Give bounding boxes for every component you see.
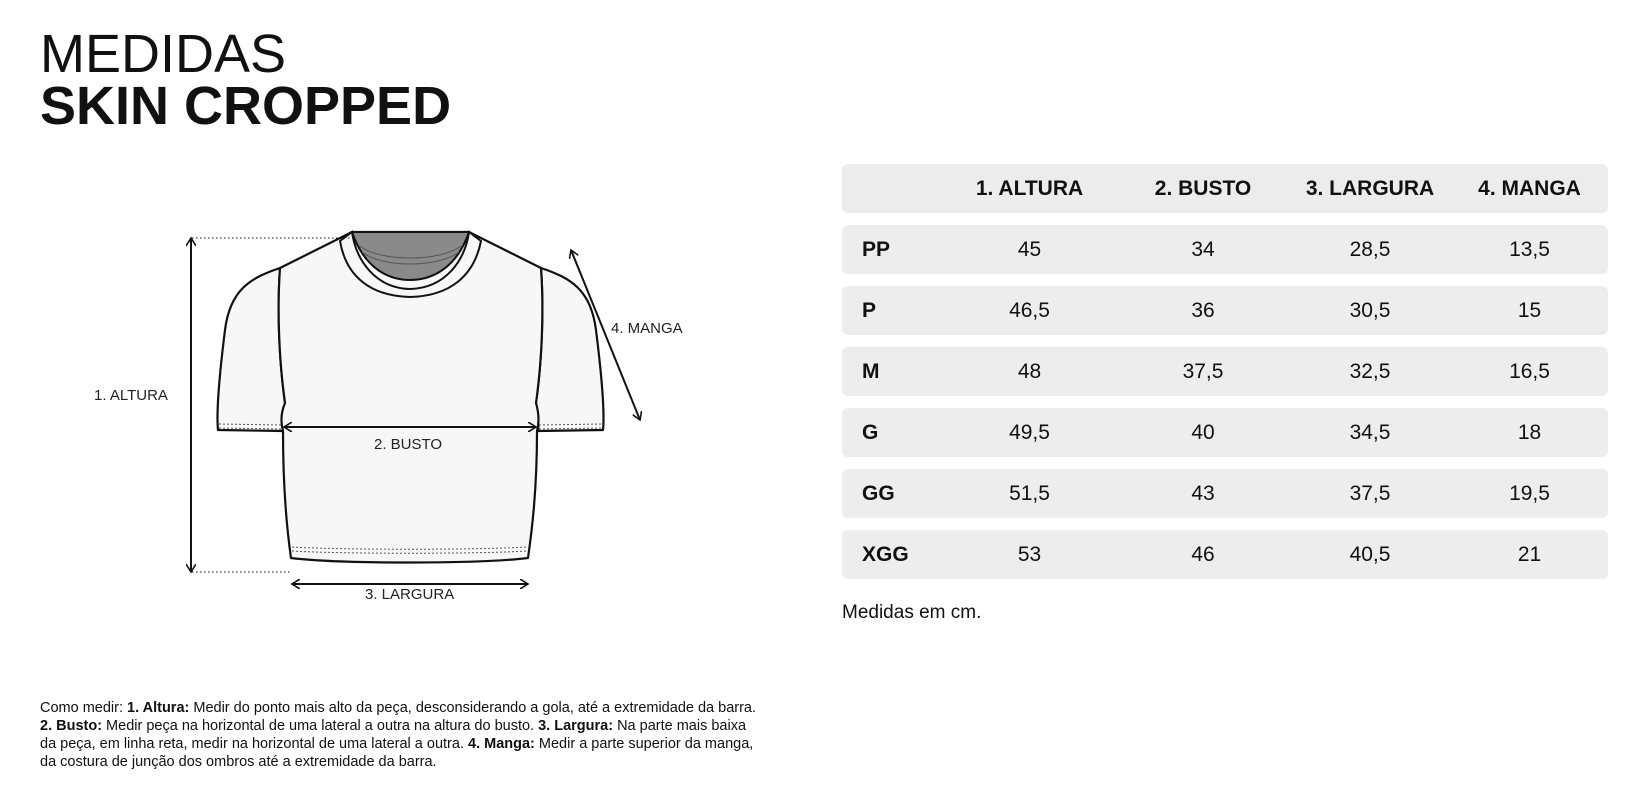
measurement-diagram xyxy=(0,210,800,630)
units-note: Medidas em cm. xyxy=(842,602,982,623)
header-cell-manga: 4. MANGA xyxy=(1478,176,1581,200)
manga-cell: 18 xyxy=(1517,420,1542,444)
howto-altura-label: 1. Altura: xyxy=(127,700,190,716)
howto-busto-label: 2. Busto: xyxy=(40,718,103,734)
altura-cell: 46,5 xyxy=(1009,298,1050,322)
right-sleeve-shape xyxy=(536,268,604,431)
busto-cell: 37,5 xyxy=(1182,359,1224,383)
howto-busto-text: Medir peça na horizontal de uma lateral a outra na altura do busto. xyxy=(102,718,539,734)
table-row xyxy=(842,469,1608,518)
altura-cell: 49,5 xyxy=(1009,420,1050,444)
manga-cell: 16,5 xyxy=(1509,359,1550,383)
title-line-1: MEDIDAS xyxy=(40,24,287,84)
largura-cell: 34,5 xyxy=(1349,420,1391,444)
altura-cell: 48 xyxy=(1017,359,1042,383)
size-cell: P xyxy=(862,298,877,322)
table-row xyxy=(842,530,1608,579)
how-to-measure xyxy=(40,699,760,771)
largura-cell: 40,5 xyxy=(1349,542,1391,566)
altura-cell: 51,5 xyxy=(1009,481,1050,505)
altura-cell: 53 xyxy=(1017,542,1042,566)
header-cell-busto: 2. BUSTO xyxy=(1154,176,1252,200)
tshirt-illustration xyxy=(0,210,800,630)
largura-label: 3. LARGURA xyxy=(365,586,455,603)
busto-cell: 46 xyxy=(1191,542,1215,566)
size-cell: G xyxy=(862,420,879,444)
table-row xyxy=(842,347,1608,396)
howto-altura-text: Medir do ponto mais alto da peça, desconsiderando a gola, até a extremidade da barra. xyxy=(189,700,757,716)
largura-cell: 37,5 xyxy=(1349,481,1391,505)
manga-label: 4. MANGA xyxy=(611,320,683,337)
busto-cell: 40 xyxy=(1191,420,1215,444)
altura-cell: 45 xyxy=(1017,237,1042,261)
altura-label: 1. ALTURA xyxy=(94,387,168,404)
size-cell: GG xyxy=(862,481,895,505)
title-line-2: SKIN CROPPED xyxy=(40,76,452,136)
table-row xyxy=(842,408,1608,457)
howto-largura-text: Na parte mais baixa da peça, em linha reta, medir na horizontal de uma lateral a outra. xyxy=(40,718,747,752)
page-title xyxy=(40,24,452,136)
largura-cell: 32,5 xyxy=(1349,359,1391,383)
table-row xyxy=(842,225,1608,274)
manga-cell: 15 xyxy=(1517,298,1542,322)
howto-manga-text: Medir a parte superior da manga, da costura de junção dos ombros até a extremidade da barra. xyxy=(40,736,754,770)
largura-cell: 28,5 xyxy=(1349,237,1391,261)
busto-cell: 34 xyxy=(1191,237,1215,261)
largura-cell: 30,5 xyxy=(1349,298,1391,322)
table-row xyxy=(842,286,1608,335)
busto-cell: 36 xyxy=(1191,298,1215,322)
howto-intro: Como medir: xyxy=(40,700,128,716)
left-sleeve-shape xyxy=(217,268,285,431)
size-cell: XGG xyxy=(862,542,909,566)
body-shape xyxy=(279,232,543,563)
size-cell: M xyxy=(862,359,880,383)
busto-cell: 43 xyxy=(1191,481,1215,505)
manga-cell: 13,5 xyxy=(1509,237,1550,261)
manga-cell: 19,5 xyxy=(1509,481,1550,505)
howto-largura-label: 3. Largura: xyxy=(538,718,614,734)
howto-manga-label: 4. Manga: xyxy=(468,736,535,752)
table-header-row xyxy=(842,164,1608,213)
manga-cell: 21 xyxy=(1517,542,1542,566)
size-cell: PP xyxy=(862,237,891,261)
size-table xyxy=(842,164,1608,591)
header-cell-largura: 3. LARGURA xyxy=(1305,176,1435,200)
header-cell-altura: 1. ALTURA xyxy=(975,176,1084,200)
busto-label: 2. BUSTO xyxy=(374,436,443,453)
